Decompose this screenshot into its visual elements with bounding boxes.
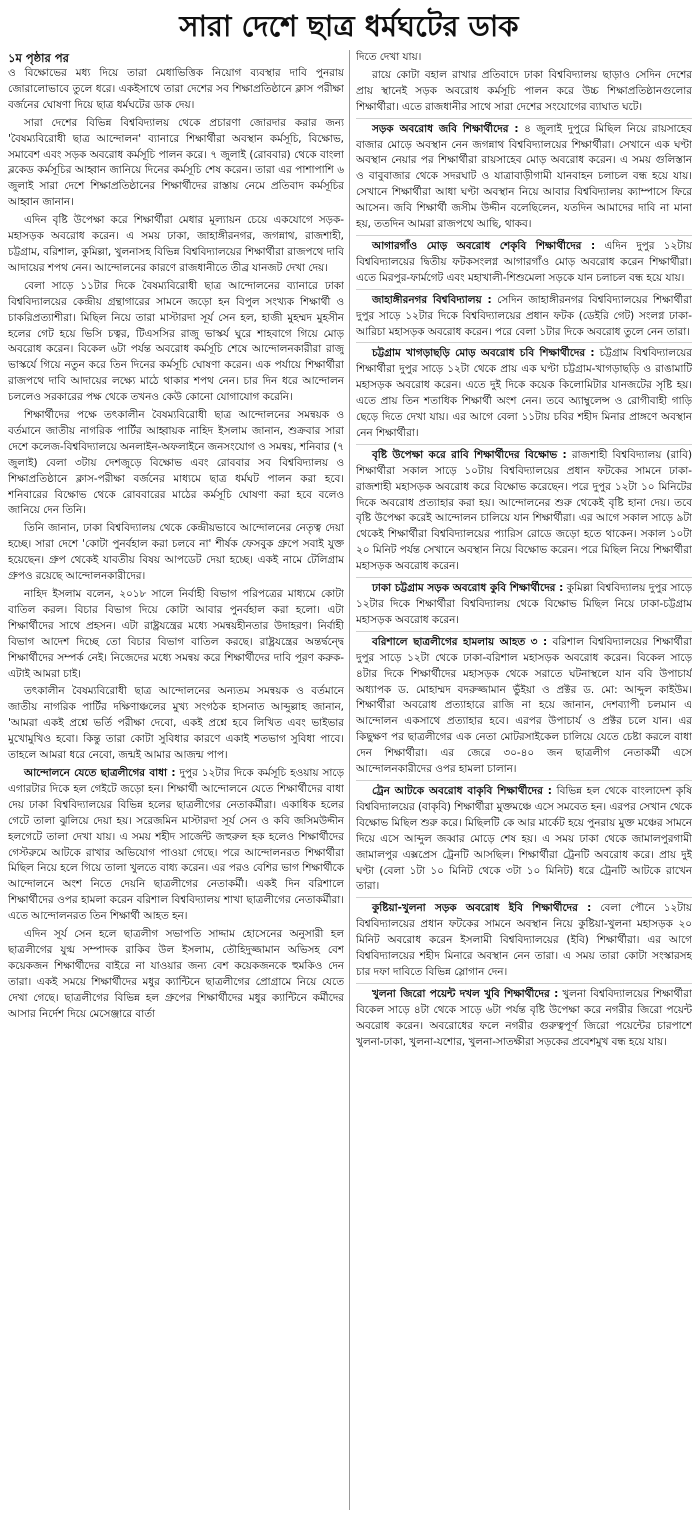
section-paragraph [356,987,692,1051]
section-divider [356,897,692,898]
section-subhead: চট্টগ্রাম খাগড়াছড়ি মোড় অবরোধ চবি শিক্ষার্থীদের : [372,347,595,360]
paragraph: এদিন বৃষ্টি উপেক্ষা করে শিক্ষার্থীরা মেধার মূল্যায়ন চেয়ে একযোগে সড়ক-মহাসড়ক অবরোধ করেন। এ সময় ঢাকা, জাহাঙ্গীরনগর, জগন্নাথ, রাজশাহী, চট্টগ্রাম, বরিশাল, কুমিল্লা, খুলনাসহ বিভিন্ন বিশ্ববিদ্যালয়ের শিক্ষার্থীরা রাজপথে দাবি আদায়ের শপথ নেন। আন্দোলনের কারণে রাজধানীতে তীব্র যানজট দেখা দেয়। [8,214,344,274]
section-divider [356,118,692,119]
section-paragraph [356,293,692,341]
section-text: সেদিন জাহাঙ্গীরনগর বিশ্ববিদ্যালয়ের শিক্ষার্থীরা দুপুর সাড়ে ১২টার দিকে বিশ্ববিদ্যালয়ের প্রধান ফটক (ডেইরি গেট) সংলগ্ন ঢাকা-আরিচা মহাসড়ক অবরোধ করেন। পরে বেলা ১টার দিকে অবরোধ তুলে নেন তারা। [356,293,692,338]
paragraph: ও বিক্ষোভের মধ্য দিয়ে তারা মেধাভিত্তিক নিয়োগ ব্যবস্থার দাবি পুনরায় জোরালোভাবে তুলে ধরে। একইসাথে তারা দেশের সব শিক্ষাপ্রতিষ্ঠানে ক্লাস পরীক্ষা বর্জনের ঘোষণা দিয়ে ছাত্র ধর্মঘটের ডাক দেয়। [8,67,344,111]
section-subhead: কুষ্টিয়া-খুলনা সড়ক অবরোধ ইবি শিক্ষার্থীদের : [372,902,592,915]
continued-from-label: ১ম পৃষ্ঠার পর [8,51,69,65]
section-subhead: জাহাঙ্গীরনগর বিশ্ববিদ্যালয় : [372,293,492,306]
section-text: বরিশাল বিশ্ববিদ্যালয়ের শিক্ষার্থীরা দুপুর সাড়ে ১২টা থেকে ঢাকা-বরিশাল মহাসড়ক অবরোধ করেন। বিকেল সাড়ে ৪টার দিকে শিক্ষার্থীদের মহাসড়ক থেকে সরাতে ঘটনাস্থলে যান ববি উপাচার্য অধ্যাপক ড. মোহাম্মদ বদরুজ্জামান ভুঁইয়া ও প্রক্টর ড. মো: আব্দুল কাইউম। শিক্ষার্থীরা অবরোধ প্রত্যাহারে রাজি না হয়ে জানান, দেশব্যাপী চলমান এ আন্দোলন একসাথে প্রত্যাহার হবে। এরপর উপাচার্য ও প্রক্টর চলে যান। এর কিছুক্ষণ পর ছাত্রলীগের এক নেতা মোটরসাইকেল চালিয়ে যেতে চেষ্টা করলে বাধা দেন শিক্ষার্থীরা। এর জেরে ৩০-৪০ জন ছাত্রলীগ নেতাকর্মী এসে আন্দোলনকারীদের ওপর হামলা চালান। [356,635,692,776]
section-paragraph [356,122,692,233]
paragraph: তিনি জানান, ঢাকা বিশ্ববিদ্যালয় থেকে কেন্দ্রীয়ভাবে আন্দোলনের নেতৃত্ব দেয়া হচ্ছে। সারা দেশে 'কোটা পুনর্বহাল করা চলবে না' শীর্ষক ফেসবুক গ্রুপে সবাই যুক্ত হয়েছেন। গ্রুপ থেকেই যাবতীয় বিষয় আপডেট দেয়া হচ্ছে। একই নামে টেলিগ্রাম গ্রুপও রয়েছে আন্দোলনকারীদের। [8,522,344,583]
section-text: বেলা পৌনে ১২টায় বিশ্ববিদ্যালয়ের প্রধান ফটকের সামনে অবস্থান নিয়ে কুষ্টিয়া-খুলনা মহাসড়ক ২০ মিনিট অবরোধ করেন ইসলামী বিশ্ববিদ্যালয়ের (ইবি) শিক্ষার্থীরা। এর আগে বিশ্ববিদ্যালয়ের শহীদ মিনারে অবস্থান নেন তারা। এ সময় তারা কোটা সংস্কারসহ চার দফা দাবিতে বিভিন্ন স্লোগান দেন। [356,902,692,978]
section-subhead: বৃষ্টি উপেক্ষা করে রাবি শিক্ষার্থীদের বিক্ষোভ : [372,448,567,461]
section-text: কুমিল্লা বিশ্ববিদ্যালয় দুপুর সাড়ে ১২টার দিকে শিক্ষার্থীরা বিশ্ববিদ্যালয় থেকে বিক্ষোভ মিছিল নিয়ে ঢাকা-চট্টগ্রাম মহাসড়ক অবরোধ করেন। [356,582,692,626]
section-text: চট্টগ্রাম বিশ্ববিদ্যালয়ের শিক্ষার্থীরা দুপুর সাড়ে ১২টা থেকে প্রায় এক ঘণ্টা চট্টগ্রাম-খাগড়াছড়ি ও রাঙামাটি মহাসড়ক অবরোধ করেন। এতে দুই দিকে কয়েক কিলোমিটার যানজটের সৃষ্টি হয়। এতে প্রায় তিন শতাধিক শিক্ষার্থী অংশ নেন। তবে অ্যাম্বুলেন্স ও রোগীবাহী গাড়ি ছেড়ে দিতে দেখা যায়। এর আগে বেলা ১১টায় চবির শহীদ মিনার প্রাঙ্গণে অবস্থান নেন শিক্ষার্থীরা। [356,347,692,439]
section-subhead: আন্দোলনে যেতে ছাত্রলীগের বাধা : [24,766,176,779]
paragraph: বেলা সাড়ে ১১টার দিকে বৈষম্যবিরোধী ছাত্র আন্দোলনের ব্যানারে ঢাকা বিশ্ববিদ্যালয়ের কেন্দ্রীয় গ্রন্থাগারের সামনে জড়ো হন বিপুল সংখ্যক শিক্ষার্থী ও চাকরিপ্রত্যাশীরা। মিছিল নিয়ে তারা মাস্টারদা সূর্য সেন হল, হাজী মুহম্মদ মুহসীন হলের গেট হয়ে ভিসি চত্বর, টিএসসির রাজু ভাস্কর্য ঘুরে শাহবাগে গিয়ে মোড় অবরোধ করেন। বিকেল ৬টা পর্যন্ত অবরোধ কর্মসূচি শেষে আন্দোলনকারীরা রাজু ভাস্কর্যে গিয়ে নতুন করে তিন দিনের কর্মসূচি ঘোষণা করেন। এক পর্যায়ে শিক্ষার্থীরা রাজপথে দাবি আদায়ের লক্ষ্যে মাঠে থাকার শপথ নেন। চার দিন ধরে আন্দোলন চললেও সরকারের পক্ষ থেকে তখনও কেউ কোনো যোগাযোগ করেনি। [8,279,344,404]
section-text: খুলনা বিশ্ববিদ্যালয়ের শিক্ষার্থীরা বিকেল সাড়ে ৪টা থেকে সাড়ে ৬টা পর্যন্ত বৃষ্টি উপেক্ষা করে নগরীর জিরো পয়েন্ট অবরোধ করেন। অবরোধের ফলে নগরীর গুরুত্বপূর্ণ জিরো পয়েন্টের চারপাশে খুলনা-ঢাকা, খুলনা-যশোর, খুলনা-সাতক্ষীরা সড়কের প্রবেশমুখ বন্ধ হয়ে যায়। [356,987,692,1048]
section-divider [356,235,692,236]
section-paragraph [356,635,692,778]
section-subhead: ঢাকা চট্টগ্রাম সড়ক অবরোধ কুবি শিক্ষার্থীদের : [372,582,564,595]
section-text: দুপুর ১২টার দিকে কর্মসূচি হওয়ায় সাড়ে এগারটার দিকে হল গেইটে জড়ো হন। শিক্ষার্থী আন্দোলনে যেতে শিক্ষার্থীদের বাধা দেয় ঢাকা বিশ্ববিদ্যালয়ের বিভিন্ন হলের ছাত্রলীগের নেতাকর্মীরা। একাধিক হলের গেটে তালা ঝুলিয়ে দেয়া হয়। সরেজমিন মাস্টারদা সূর্য সেন ও কবি জসিমউদ্দীন হলগেটে তালা দেখা যায়। এ সময় শহীদ সার্জেন্ট জহুরুল হক হলেও শিক্ষার্থীদের গেস্টরুমে আটকে রাখার অভিযোগ পাওয়া গেছে। পরে আন্দোলনরত শিক্ষার্থীরা মিছিল নিয়ে হলে গিয়ে তালা খুলতে বাধ্য করেন। এর পরও বেশির ভাগ শিক্ষার্থীকে আন্দোলনে অংশ নিতে দেয়নি ছাত্রলীগের নেতাকর্মী। একই দিন বরিশালে শিক্ষার্থীদের ওপর হামলা করেন বরিশাল বিশ্ববিদ্যালয় শাখা ছাত্রলীগের নেতাকর্মীরা। এতে আন্দোলনরত তিন শিক্ষার্থী আহত হন। [8,766,344,923]
paragraph: তৎকালীন বৈষম্যবিরোধী ছাত্র আন্দোলনের অন্যতম সমন্বয়ক ও বর্তমানে জাতীয় নাগরিক পার্টির দক্ষিণাঞ্চলের মুখ্য সংগঠক হাসনাত আব্দুল্লাহ জানান, 'আমরা একই প্রশ্নে ভর্তি পরীক্ষা দেবো, একই প্রশ্নে হবে লিখিত এবং ভাইভার মুখোমুখিও হবো। কিন্তু তারা কোটা সুবিধার কারণে একাই শতভাগ সুবিধা পাবে। তাহলে আমরা ধরে নেবো, জন্মই আমার আজন্ম পাপ। [8,685,344,762]
section-subhead: ট্রেন আটকে অবরোধ বাকৃবি শিক্ষার্থীদের : [372,784,552,797]
section-paragraph [356,901,692,981]
section-paragraph [8,766,344,925]
section-paragraph [356,346,692,441]
paragraph: নাহিদ ইসলাম বলেন, ২০১৮ সালে নির্বাহী বিভাগ পরিপত্রের মাধ্যমে কোটা বাতিল করল। বিচার বিভাগ দিয়ে কোটা আবার পুনর্বহাল করা হলো। এটা শিক্ষার্থীদের সাথে প্রহসন। এটা রাষ্ট্রযন্ত্রের মধ্যে সমন্বয়হীনতার উদাহরণ। নির্বাহী বিভাগ আদেশ দিচ্ছে তো বিচার বিভাগ বাতিল করছে। রাষ্ট্রযন্ত্রের অন্তর্দ্বন্দ্বে শিক্ষার্থীদের সম্পর্ক নেই। নিজেদের মধ্যে সমন্বয় করে শিক্ষার্থীদের দাবি পূরণ করুক- এটাই আমরা চাই। [8,588,344,680]
article-headline: সারা দেশে ছাত্র ধর্মঘটের ডাক [179,9,519,43]
section-divider [356,577,692,578]
section-text: ৪ জুলাই দুপুরে মিছিল নিয়ে রায়সাহেব বাজার মোড়ে অবস্থান নেন জগন্নাথ বিশ্ববিদ্যালয়ের শিক্ষার্থীরা। সেখানে এক ঘণ্টা অবস্থান নেয়ার পর শিক্ষার্থীরা রায়সাহেব মোড় অবরোধ করেন। এ সময় গুলিস্তান ও বাবুবাজার থেকে সদরঘাট ও যাত্রাবাড়ীগামী যানবাহন চলাচল বন্ধ হয়ে যায়। সেখানে শিক্ষার্থীরা আধা ঘণ্টা অবস্থান নিয়ে আবার বিশ্ববিদ্যালয় ক্যাম্পাসে ফিরে আসেন। জবি শিক্ষার্থী জসীম উদ্দীন বলেছিলেন, যতদিন আমাদের দাবি না মানা হয়, ততদিন আমরা রাজপথে আছি, থাকব। [356,122,692,231]
section-text: বিভিন্ন হল থেকে বাংলাদেশ কৃষি বিশ্ববিদ্যালয়ের (বাকৃবি) শিক্ষার্থীরা মুক্তমঞ্চে এসে সমবেত হন। এরপর সেখান থেকে বিক্ষোভ মিছিল শুরু করে। মিছিলটি কে আর মার্কেট হয়ে পুনরায় মুক্ত মঞ্চের সামনে দিয়ে এসে আব্দুল জব্বার মোড়ে শেষ হয়। এ সময় ঢাকা থেকে জামালপুরগামী জামালপুর এক্সপ্রেস ট্রেনটি আসছিল। শিক্ষার্থীরা ট্রেনটি অবরোধ করে। প্রায় দুই ঘণ্টা (বেলা ১টা ১০ মিনিট থেকে ৩টা ১০ মিনিট) ধরে ট্রেনটি আটকে রাখেন তারা। [356,784,692,893]
section-text: এদিন দুপুর ১২টায় বিশ্ববিদ্যালয়ের দ্বিতীয় ফটকসংলগ্ন আগারগাঁও মোড় অবরোধ করেন শিক্ষার্থীরা। এতে মিরপুর-ফার্মগেট এবং মহাখালী-শিশুমেলা সড়কে যান চলাচল বন্ধ হয়ে যায়। [356,239,692,284]
section-divider [356,631,692,632]
paragraph: সারা দেশের বিভিন্ন বিশ্ববিদ্যালয় থেকে প্রচারণা জোরদার করার জন্য 'বৈষম্যবিরোধী ছাত্র আন্দোলন' ব্যানারে শিক্ষার্থীরা অবস্থান কর্মসূচি, বিক্ষোভ, সমাবেশ এবং সড়ক অবরোধ কর্মসূচি পালন করে। ৭ জুলাই (রোববার) থেকে বাংলা ব্লকেড কর্মসূচির আহ্বান জানিয়ে দিনের কর্মসূচি শেষ করেন। তারা এর পাশাপাশি ৬ জুলাই সারা দেশে শিক্ষাপ্রতিষ্ঠানের শিক্ষার্থীদের রাস্তায় নেমে প্রতিবাদ কর্মসূচির আহ্বান জানান। [8,116,344,209]
section-divider [356,983,692,984]
section-paragraph [356,239,692,287]
right-column [356,50,692,1516]
paragraph: দিতে দেখা যায়। [356,51,422,63]
section-divider [356,444,692,445]
section-subhead: বরিশালে ছাত্রলীগের হামলায় আহত ৩ : [372,635,548,648]
column-divider [349,50,350,1510]
section-divider [356,780,692,781]
left-column [8,50,344,1516]
section-paragraph [356,448,692,575]
paragraph: এদিন সূর্য সেন হলে ছাত্রলীগ সভাপতি সাদ্দাম হোসেনের অনুসারী হল ছাত্রলীগের যুগ্ম সম্পাদক রাকিব উল ইসলাম, তৌহিদুজ্জামান অভিসহ বেশ কয়েকজন শিক্ষার্থীদের বাইরে না যাওয়ার জন্য বেশ কয়েকজনকে হুমকিও দেন তারা। একই সময়ে শিক্ষার্থীদের মধুর ক্যান্টিনে ছাত্রলীগের প্রোগ্রামে নিয়ে যেতে দেখা গেছে। ছাত্রলীগের বিভিন্ন হল গ্রুপের শিক্ষার্থীদের মধুর ক্যান্টিনে কর্মীদের আসার নির্দেশ দিয়ে মেসেঞ্জারে বার্তা [8,928,344,1020]
section-subhead: সড়ক অবরোধ জবি শিক্ষার্থীদের : [372,122,519,135]
section-subhead: আগারগাঁও মোড় অবরোধ শেকৃবি শিক্ষার্থীদের : [372,239,596,252]
section-paragraph [356,784,692,895]
section-subhead: খুলনা জিরো পয়েন্ট দখল খুবি শিক্ষার্থীদের : [372,987,559,1000]
section-divider [356,342,692,343]
paragraph: শিক্ষার্থীদের পক্ষে তৎকালীন বৈষম্যবিরোধী ছাত্র আন্দোলনের সমন্বয়ক ও বর্তমানে জাতীয় নাগরিক পার্টির আহ্বায়ক নাহিদ ইসলাম জানান, শুক্রবার সারা দেশে কলেজ-বিশ্ববিদ্যালয়ে অনলাইন-অফলাইনে জনসংযোগ ও সমন্বয়, শনিবার (৭ জুলাই) বেলা ৩টায় দেশজুড়ে বিক্ষোভ এবং রোববার সব বিশ্ববিদ্যালয় ও শিক্ষাপ্রতিষ্ঠানে ক্লাস-পরীক্ষা বর্জনের মাধ্যমে ছাত্র ধর্মঘট পালন করা হবে। শনিবারের বিক্ষোভ থেকে রোববারের মাঠের কর্মসূচি ঘোষণা করা হবে বলেও জানিয়ে দেন তিনি। [8,409,344,517]
paragraph: রায়ে কোটা বহাল রাখার প্রতিবাদে ঢাকা বিশ্ববিদ্যালয় ছাড়াও সেদিন দেশের প্রায় স্থানেই সড়ক অবরোধ কর্মসূচি পালন করে উচ্চ শিক্ষাপ্রতিষ্ঠানগুলোর শিক্ষার্থীরা। এতে রাজধানীর সাথে সারা দেশের সংযোগের ব্যাঘাত ঘটে। [356,68,692,113]
section-text: রাজশাহী বিশ্ববিদ্যালয় (রাবি) শিক্ষার্থীরা সকাল সাড়ে ১০টায় বিশ্ববিদ্যালয়ের প্রধান ফটকের সামনে ঢাকা-রাজশাহী মহাসড়ক অবরোধ করে বিক্ষোভ করেছেন। পরে দুপুর ১২টা ১০ মিনিটের দিকে অবরোধ প্রত্যাহার করা হয়। আন্দোলনের শুরু থেকেই বৃষ্টি হানা দেয়। তবে বৃষ্টি উপেক্ষা করেই আন্দোলন চালিয়ে যান শিক্ষার্থীরা। এর আগে সকাল সাড়ে ৯টা থেকেই শিক্ষার্থীরা বিশ্ববিদ্যালয়ের প্যারিস রোডে জড়ো হতে থাকেন। সকাল ১০টা ২০ মিনিট পর্যন্ত সেখানে অবস্থান নিয়ে বিক্ষোভ করেন। পরে মিছিল নিয়ে শিক্ষার্থীরা মহাসড়ক অবরোধ করেন। [356,448,692,573]
section-divider [356,289,692,290]
section-paragraph [356,581,692,629]
